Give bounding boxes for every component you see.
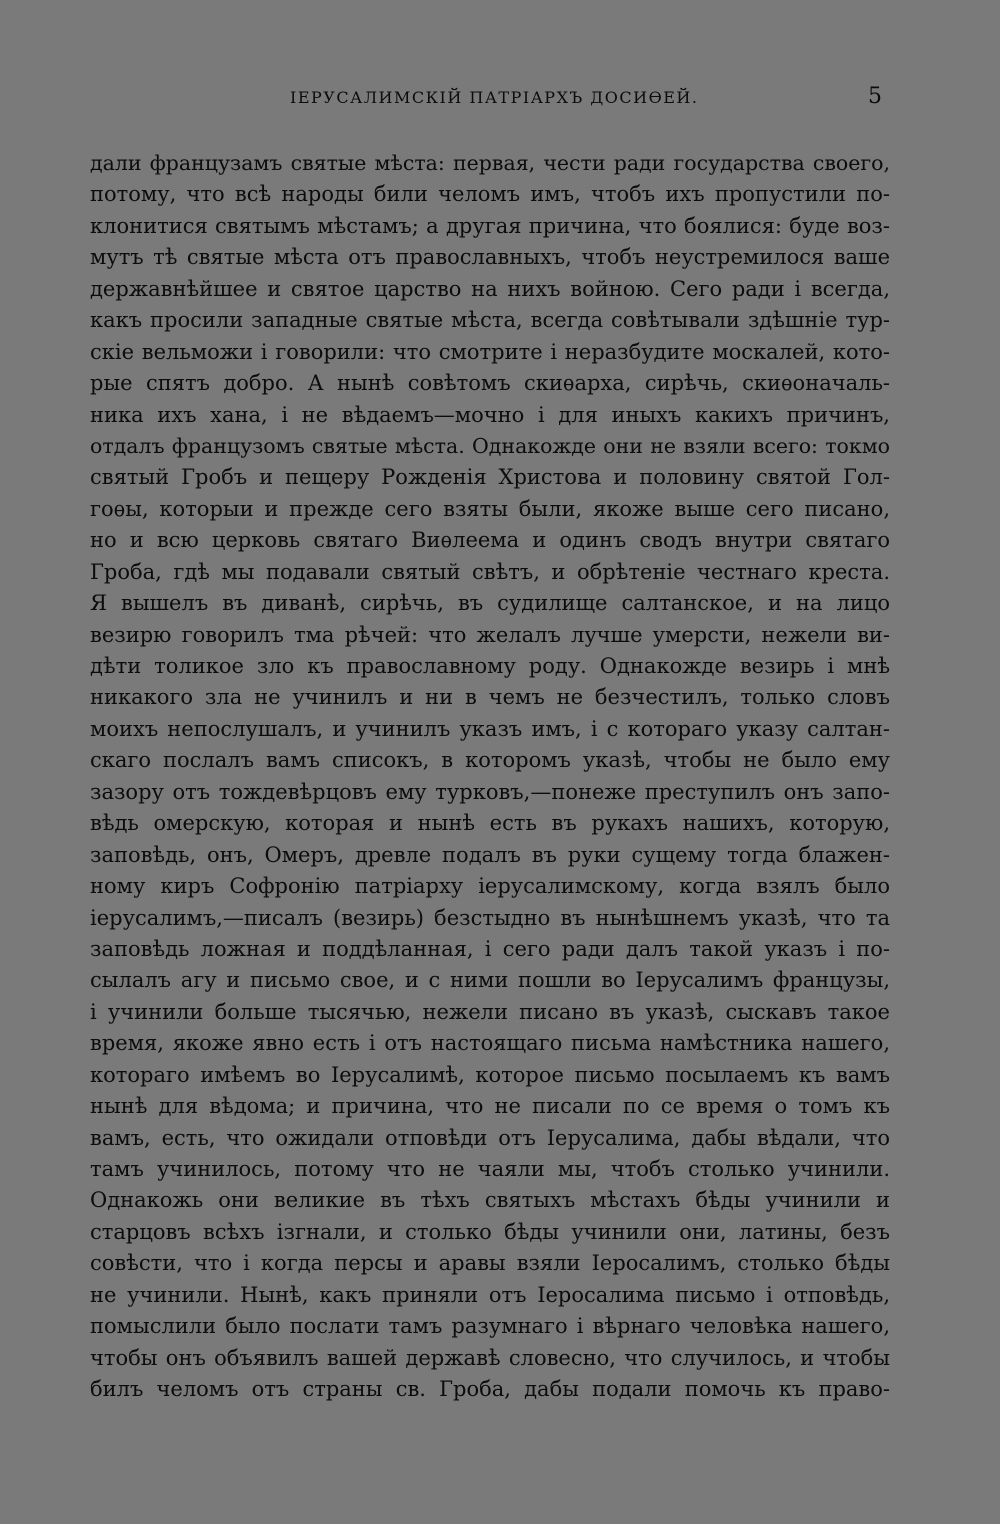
text-line: вамъ, есть, что ожидали отповѣди отъ Іерусалима, дабы вѣдали, что (90, 1125, 890, 1150)
body-text (90, 148, 890, 1406)
text-line: тамъ учинилось, потому что не чаяли мы, чтобъ столько учинили. (90, 1157, 890, 1181)
text-line: какъ просили западные святые мѣста, всегда совѣтывали здѣшніе тур- (90, 308, 890, 333)
text-line: не учинили. Нынѣ, какъ приняли отъ Іеросалима письмо і отповѣдь, (90, 1282, 890, 1307)
text-line: моихъ непослушалъ, и учинилъ указъ имъ, і с котораго указу салтан- (90, 716, 890, 741)
text-line: державнѣйшее и святое царство на нихъ войною. Сего ради і всегда, (90, 276, 890, 301)
text-line: вѣдь омерскую, которая и нынѣ есть въ рукахъ нашихъ, которую, (90, 811, 890, 836)
text-line: Я вышелъ въ диванѣ, сирѣчь, въ судилище салтанское, и на лицо (90, 591, 890, 616)
text-line: время, якоже явно есть і отъ настоящаго письма намѣстника нашего, (90, 1031, 890, 1056)
text-line: котораго имѣемъ во Іерусалимѣ, которое письмо посылаемъ къ вамъ (90, 1062, 890, 1087)
text-line: ника ихъ хана, і не вѣдаемъ—мочно і для иныхъ какихъ причинъ, (90, 402, 890, 427)
text-line: дали французамъ святые мѣста: первая, чести ради государства своего, (90, 151, 890, 175)
text-line: нынѣ для вѣдома; и причина, что не писали по се время о томъ къ (90, 1094, 890, 1119)
text-line: святый Гробъ и пещеру Рожденія Христова и половину святой Гол- (90, 465, 890, 490)
text-line: везирю говорилъ тма рѣчей: что желалъ лучше умерсти, нежели ви- (90, 622, 890, 647)
text-line: скіе вельможи і говорили: что смотрите і неразбудите москалей, кото- (90, 339, 890, 364)
text-line: зазору отъ тождевѣрцовъ ему турковъ,—понеже преступилъ онъ запо- (90, 779, 890, 804)
running-head: ІЕРУСАЛИМСКІЙ ПАТРІАРХЪ ДОСИѲЕЙ. (290, 88, 699, 107)
text-line: Однакожь они великие въ тѣхъ святыхъ мѣстахъ бѣды учинили и (90, 1188, 890, 1213)
text-line: помыслили было послати тамъ разумнаго і вѣрнаго человѣка нашего, (90, 1314, 890, 1339)
text-line: но и всю церковь святаго Виѳлеема и одинъ сводъ внутри святаго (90, 528, 890, 553)
text-line: совѣсти, что і когда персы и аравы взяли Іеросалимъ, столько бѣды (90, 1251, 890, 1276)
text-line: отдалъ французомъ святые мѣста. Однакожде они не взяли всего: токмо (90, 433, 890, 458)
text-line: дѣти толикое зло къ православному роду. Однакожде везирь і мнѣ (90, 654, 890, 678)
text-line: заповѣдь ложная и поддѣланная, і сего ради далъ такой указъ і по- (90, 936, 890, 961)
text-line: і учинили больше тысячью, нежели писано въ указѣ, сыскавъ такое (90, 999, 890, 1024)
text-line: рые спятъ добро. А нынѣ совѣтомъ скиѳарха, сирѣчь, скиѳоначаль- (90, 371, 890, 396)
text-line: сылалъ агу и письмо свое, и с ними пошли во Іерусалимъ французы, (90, 968, 890, 993)
text-line: скаго послалъ вамъ списокъ, в которомъ указѣ, чтобы не было ему (90, 748, 890, 773)
text-line: заповѣдь, онъ, Омеръ, древле подалъ въ руки сущему тогда блажен- (90, 842, 890, 867)
text-line: мутъ тѣ святые мѣста отъ православныхъ, чтобъ неустремилося ваше (90, 245, 890, 270)
text-line: клонитися святымъ мѣстамъ; а другая причина, что боялися: буде воз- (90, 213, 890, 238)
text-line: никакого зла не учинилъ и ни в чемъ не безчестилъ, только словъ (90, 685, 890, 710)
text-line: іерусалимъ,—писалъ (везирь) безстыдно въ нынѣшнемъ указѣ, что та (90, 905, 890, 930)
text-line: ному киръ Софронію патріарху іерусалимскому, когда взялъ было (90, 874, 890, 899)
text-line: потому, что всѣ народы били челомъ имъ, чтобъ ихъ пропустили по- (90, 182, 890, 207)
text-line: билъ челомъ отъ страны св. Гроба, дабы подали помочь къ право- (90, 1377, 890, 1402)
text-line: Гроба, гдѣ мы подавали святый свѣтъ, и обрѣтеніе честнаго креста. (90, 559, 890, 584)
page-number: 5 (868, 84, 882, 109)
text-line: гоѳы, которыи и прежде сего взяты были, якоже выше сего писано, (90, 496, 890, 521)
text-line: чтобы онъ объявилъ вашей державѣ словесно, что случилось, и чтобы (90, 1345, 890, 1370)
text-line: старцовъ всѣхъ ізгнали, и столько бѣды учинили они, латины, безъ (90, 1219, 890, 1244)
